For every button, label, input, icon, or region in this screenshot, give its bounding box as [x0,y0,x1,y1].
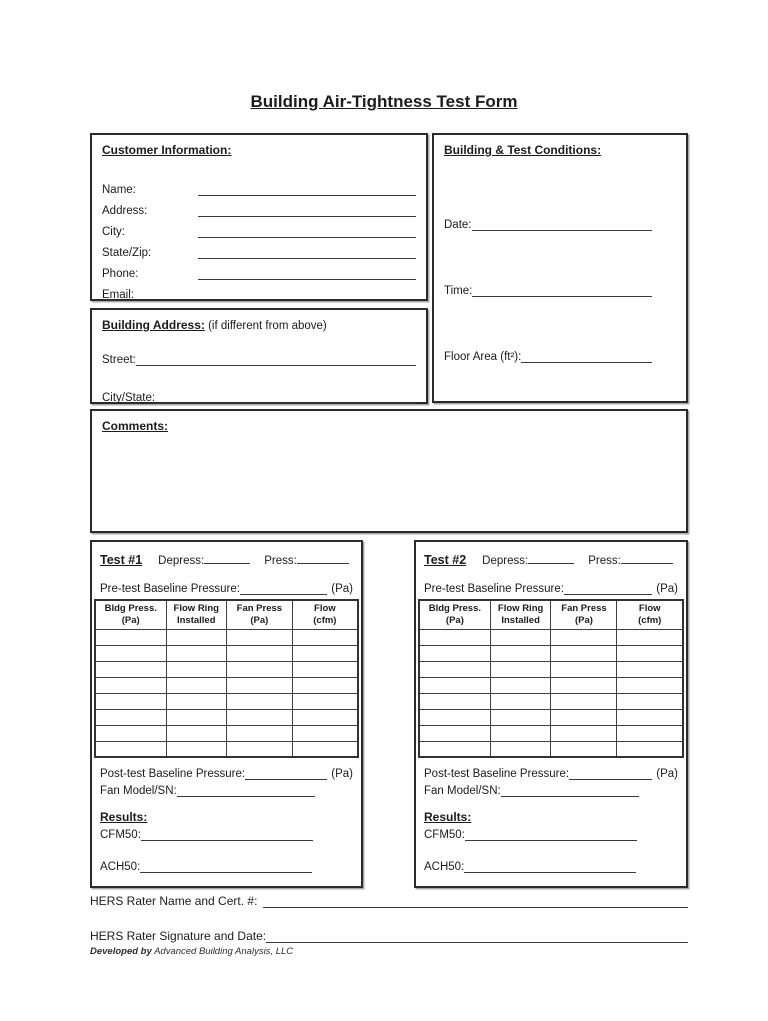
flow-table-empty-row [95,677,358,693]
pretest-unit: (Pa) [656,583,678,595]
header-flow-ring: Flow Ring Installed [490,600,551,629]
time-field-row [444,281,676,297]
form-title: Building Air-Tightness Test Form [250,92,518,111]
flow-table-empty-cell [490,629,551,645]
flow-table-empty-cell [551,709,617,725]
flow-table-empty-cell [292,709,358,725]
flow-table-empty-cell [419,645,490,661]
depress-label: Depress: [158,555,205,567]
depress-label: Depress: [482,555,529,567]
comments-section [90,409,688,533]
header-flow-ring: Flow Ring Installed [166,600,226,629]
flow-table-empty-row [419,629,683,645]
header-flow: Flow (cfm) [292,600,358,629]
flow-table-header-row [419,600,683,629]
cfm50-label: CFM50: [424,829,465,842]
test-1-pretest-row [100,580,353,595]
pretest-fill-line [240,583,327,595]
test-2-cfm50-row [424,826,678,841]
flow-table-empty-cell [166,661,226,677]
flow-table-empty-cell [292,629,358,645]
flow-table-empty-cell [292,725,358,741]
flow-table-empty-row [95,645,358,661]
flow-table-empty-cell [419,725,490,741]
press-label: Press: [264,555,297,567]
name-label: Name: [102,184,136,196]
test-1-fan-model-row [100,782,353,797]
customer-field-row-address [102,196,416,217]
pretest-unit: (Pa) [331,583,353,595]
fan-model-label: Fan Model/SN: [100,785,177,798]
posttest-label: Post-test Baseline Pressure: [424,768,570,781]
flow-table-empty-cell [419,693,490,709]
flow-table-empty-cell [166,709,226,725]
test-2-section [414,540,688,888]
name-fill-line [198,182,416,196]
header-fan-press: Fan Press (Pa) [551,600,617,629]
flow-table-empty-cell [617,693,683,709]
flow-table-empty-cell [95,725,166,741]
posttest-unit: (Pa) [656,768,678,781]
building-address-heading: Building Address: [102,318,205,332]
test-2-press [588,552,677,567]
date-fill-line [472,217,653,231]
hers-rater-signature-row [90,927,688,943]
flow-table-empty-cell [617,741,683,757]
flow-table-empty-cell [419,629,490,645]
flow-table-empty-row [419,661,683,677]
floor-area-fill-line [521,349,652,363]
header-bldg-press: Bldg Press. (Pa) [95,600,166,629]
flow-table-empty-cell [551,725,617,741]
ach50-fill-line [140,861,312,873]
cfm50-label: CFM50: [100,829,141,842]
flow-table-empty-cell [617,709,683,725]
state-zip-fill-line [198,245,416,259]
phone-label: Phone: [102,268,139,280]
ach50-fill-line [464,861,636,873]
fan-model-label: Fan Model/SN: [424,785,501,798]
street-fill-line [136,352,416,366]
test-2-title: Test #2 [424,553,467,567]
flow-table-empty-cell [166,645,226,661]
customer-information-section [90,133,428,301]
flow-table-empty-cell [617,725,683,741]
customer-field-row-phone [102,259,416,280]
flow-table-empty-cell [490,645,551,661]
test-2-ach50-row [424,858,678,873]
flow-table-empty-cell [419,677,490,693]
pretest-label: Pre-test Baseline Pressure: [100,583,240,595]
developed-by-credit [90,946,293,957]
city-label: City: [102,226,125,238]
time-label: Time: [444,285,473,297]
flow-table-empty-row [419,645,683,661]
flow-table-empty-cell [166,677,226,693]
flow-table-empty-row [95,629,358,645]
hers-rater-name-label: HERS Rater Name and Cert. #: [90,894,258,908]
hers-rater-name-fill-line [263,895,688,908]
posttest-unit: (Pa) [331,768,353,781]
test-2-header [424,552,678,567]
customer-information-heading: Customer Information: [102,143,232,157]
test-1-posttest-row [100,765,353,780]
flow-table-empty-cell [490,677,551,693]
customer-field-row-state-zip [102,238,416,259]
developer-name: Advanced Building Analysis, LLC [154,946,294,957]
flow-table-empty-cell [226,677,292,693]
hers-rater-name-row [90,892,688,908]
city-fill-line [198,224,416,238]
flow-table-empty-cell [292,661,358,677]
flow-table-empty-row [95,693,358,709]
header-fan-press: Fan Press (Pa) [226,600,292,629]
test-1-title: Test #1 [100,553,143,567]
flow-table-empty-cell [490,725,551,741]
flow-table-empty-cell [292,693,358,709]
hers-rater-signature-label: HERS Rater Signature and Date: [90,929,267,943]
test-1-cfm50-row [100,826,353,841]
test-1-ach50-row [100,858,353,873]
flow-table-empty-cell [551,693,617,709]
address-label: Address: [102,205,148,217]
flow-table-empty-cell [419,709,490,725]
flow-table-empty-cell [226,693,292,709]
building-address-note: (if different from above) [208,320,327,332]
flow-table-empty-cell [617,677,683,693]
hers-rater-signature-fill-line [266,930,688,943]
flow-table-empty-cell [490,661,551,677]
flow-table-empty-cell [166,693,226,709]
comments-heading: Comments: [102,419,169,433]
depress-fill-line [204,552,250,564]
flow-table-empty-row [419,725,683,741]
flow-table-empty-cell [95,693,166,709]
flow-table-empty-cell [95,709,166,725]
test-1-header [100,552,353,567]
flow-table-empty-row [419,709,683,725]
ach50-label: ACH50: [100,861,141,874]
posttest-fill-line [569,768,652,780]
pretest-fill-line [564,583,652,595]
time-fill-line [472,283,652,297]
flow-table-empty-cell [166,725,226,741]
floor-area-field-row [444,347,676,363]
test-1-section [90,540,363,888]
date-field-row [444,215,676,231]
pretest-label: Pre-test Baseline Pressure: [424,583,564,595]
state-zip-label: State/Zip: [102,247,152,259]
flow-table-empty-cell [95,677,166,693]
flow-table-empty-cell [617,661,683,677]
email-label: Email: [102,289,134,301]
flow-table-empty-cell [226,709,292,725]
test-1-depress [158,552,250,567]
depress-fill-line [528,552,574,564]
header-bldg-press: Bldg Press. (Pa) [419,600,490,629]
flow-table-empty-cell [419,661,490,677]
flow-table-empty-cell [95,661,166,677]
test-2-fan-model-row [424,782,678,797]
flow-table-empty-cell [226,629,292,645]
developed-by-label: Developed by [90,946,152,957]
street-label: Street: [102,354,136,366]
cfm50-fill-line [141,829,313,841]
city-state-fill-line [155,390,416,404]
customer-field-row-email [102,280,416,301]
test-1-flow-table [94,599,359,758]
flow-table-empty-cell [226,661,292,677]
building-address-section [90,308,428,404]
flow-table-header-row [95,600,358,629]
flow-table-empty-row [419,741,683,757]
test-1-press [264,552,353,567]
test-2-depress [482,552,574,567]
flow-table-empty-cell [617,629,683,645]
building-address-heading-row [102,318,416,332]
fan-model-fill-line [501,785,639,797]
customer-fields [102,175,416,301]
cfm50-fill-line [465,829,637,841]
flow-table-empty-cell [166,629,226,645]
address-fill-line [198,203,416,217]
flow-table-empty-cell [617,645,683,661]
flow-table-empty-cell [490,741,551,757]
flow-table-empty-cell [419,741,490,757]
flow-table-empty-row [95,725,358,741]
city-state-label: City/State: [102,392,156,404]
test-2-pretest-row [424,580,678,595]
flow-table-empty-cell [292,741,358,757]
flow-table-empty-cell [166,741,226,757]
press-fill-line [621,552,673,564]
date-label: Date: [444,219,472,231]
flow-table-empty-row [95,709,358,725]
customer-field-row-city [102,217,416,238]
building-test-conditions-section [432,133,688,403]
test-1-results-heading: Results: [100,810,148,825]
fan-model-fill-line [177,785,315,797]
phone-fill-line [198,266,416,280]
flow-table-empty-cell [95,741,166,757]
flow-table-empty-cell [551,661,617,677]
flow-table-empty-cell [226,645,292,661]
test-2-results-heading: Results: [424,810,472,825]
flow-table-empty-cell [292,645,358,661]
ach50-label: ACH50: [424,861,465,874]
flow-table-empty-row [419,693,683,709]
press-fill-line [297,552,349,564]
posttest-label: Post-test Baseline Pressure: [100,768,246,781]
posttest-fill-line [245,768,327,780]
flow-table-empty-cell [490,709,551,725]
flow-table-empty-row [95,741,358,757]
flow-table-empty-cell [551,629,617,645]
flow-table-empty-cell [226,741,292,757]
flow-table-empty-cell [292,677,358,693]
flow-table-empty-cell [95,629,166,645]
flow-table-empty-cell [95,645,166,661]
flow-table-empty-cell [490,693,551,709]
test-2-flow-table [418,599,684,758]
press-label: Press: [588,555,621,567]
flow-table-empty-cell [226,725,292,741]
test-2-posttest-row [424,765,678,780]
flow-table-empty-cell [551,645,617,661]
header-flow: Flow (cfm) [617,600,683,629]
city-state-field-row [102,389,416,404]
street-field-row [102,351,416,366]
flow-table-empty-cell [551,741,617,757]
flow-table-empty-cell [551,677,617,693]
flow-table-empty-row [419,677,683,693]
building-test-conditions-heading: Building & Test Conditions: [444,143,602,157]
flow-table-empty-row [95,661,358,677]
customer-field-row-name [102,175,416,196]
floor-area-label: Floor Area (ft²): [444,351,522,363]
